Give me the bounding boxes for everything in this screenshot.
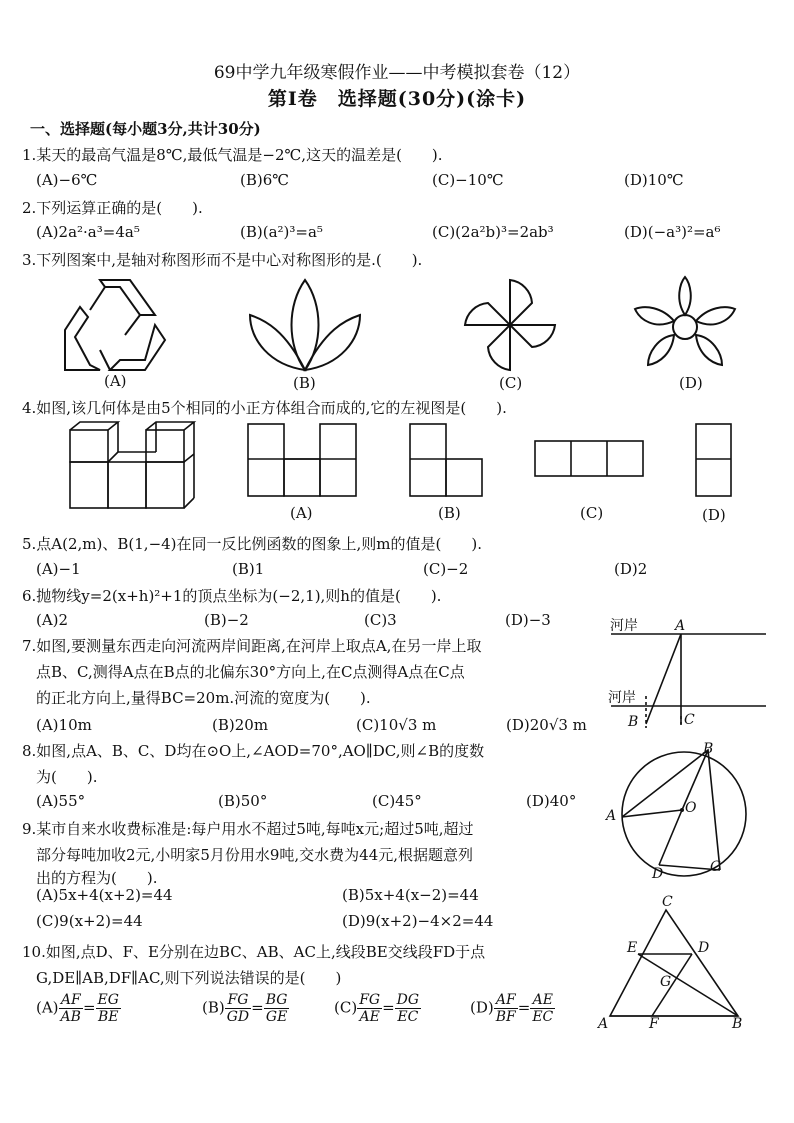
q10-label-f: F — [649, 1016, 659, 1032]
q5-option-b: (B)1 — [232, 560, 265, 578]
q10-label-d: D — [698, 940, 710, 956]
q7-line-1: 7.如图,要测量东西走向河流两岸间距离,在河岸上取点A,在另一岸上取 — [22, 637, 482, 655]
q3-figure-b-lotus-icon — [245, 275, 365, 375]
q8-option-b: (B)50° — [218, 792, 268, 810]
q8-option-d: (D)40° — [526, 792, 577, 810]
q1-option-c: (C)−10℃ — [432, 171, 504, 189]
q1-option-b: (B)6℃ — [240, 171, 290, 189]
q2-option-a: (A)2a²·a³=4a⁵ — [36, 223, 140, 241]
q7-label-bank-bottom: 河岸 — [608, 690, 636, 706]
q10-label-b: B — [732, 1016, 743, 1032]
q4-solid-figure — [68, 420, 198, 512]
q10-label-c: C — [662, 894, 673, 910]
q3-label-c: (C) — [499, 374, 523, 392]
q8-line-2: 为( ). — [36, 768, 98, 786]
q2-stem: 2.下列运算正确的是( ). — [22, 199, 203, 217]
q7-line-3: 的正北方向上,量得BC=20m.河流的宽度为( ). — [36, 689, 371, 707]
q10-option-b: (B) $\frac{FG}{GD}$ = $\frac{BG}{GE}$ — [202, 992, 288, 1025]
q6-option-b: (B)−2 — [204, 611, 249, 629]
q3-figure-d-flower-icon — [630, 275, 740, 375]
q7-label-b: B — [628, 714, 639, 730]
q9-option-d: (D)9(x+2)−4×2=44 — [342, 912, 494, 930]
q4-view-d — [695, 423, 733, 498]
q9-line-1: 9.某市自来水收费标准是:每户用水不超过5吨,每吨x元;超过5吨,超过 — [22, 820, 474, 838]
q2-option-d: (D)(−a³)²=a⁶ — [624, 223, 721, 241]
q1-option-d: (D)10℃ — [624, 171, 684, 189]
q4-view-a — [247, 423, 359, 498]
q8-label-o: O — [685, 800, 697, 816]
q7-label-c: C — [684, 712, 695, 728]
q5-option-c: (C)−2 — [423, 560, 469, 578]
q10-option-d: (D) $\frac{AF}{BF}$ = $\frac{AE}{EC}$ — [470, 992, 554, 1025]
q8-label-a: A — [606, 808, 617, 824]
q10-option-a: (A) $\frac{AF}{AB}$ = $\frac{EG}{BE}$ — [36, 992, 119, 1025]
q6-stem: 6.抛物线y=2(x+h)²+1的顶点坐标为(−2,1),则h的值是( ). — [22, 587, 442, 605]
q3-stem: 3.下列图案中,是轴对称图形而不是中心对称图形的是.( ). — [22, 251, 423, 269]
q7-option-c: (C)10√3 m — [356, 716, 437, 734]
q5-option-a: (A)−1 — [36, 560, 81, 578]
q9-option-c: (C)9(x+2)=44 — [36, 912, 143, 930]
q8-label-b: B — [703, 741, 714, 757]
q3-label-b: (B) — [293, 374, 316, 392]
q10-line-1: 10.如图,点D、F、E分别在边BC、AB、AC上,线段BE交线段FD于点 — [22, 943, 486, 961]
q7-label-bank-top: 河岸 — [610, 618, 638, 634]
q4-label-c: (C) — [580, 504, 604, 522]
q4-view-c — [534, 440, 644, 478]
q10-label-e: E — [627, 940, 638, 956]
q7-line-2: 点B、C,测得A点在B点的北偏东30°方向上,在C点测得A点在C点 — [36, 663, 465, 681]
q5-stem: 5.点A(2,m)、B(1,−4)在同一反比例函数的图象上,则m的值是( ). — [22, 535, 482, 553]
q2-option-b: (B)(a²)³=a⁵ — [240, 223, 323, 241]
q6-option-d: (D)−3 — [505, 611, 551, 629]
q9-option-b: (B)5x+4(x−2)=44 — [342, 886, 479, 904]
q8-label-d: D — [652, 866, 664, 882]
q3-label-a: (A) — [104, 372, 127, 390]
q1-stem: 1.某天的最高气温是8℃,最低气温是−2℃,这天的温差是( ). — [22, 146, 443, 164]
q4-label-b: (B) — [438, 504, 461, 522]
q10-triangle-figure — [604, 904, 744, 1022]
q9-line-3: 出的方程为( ). — [36, 869, 158, 887]
q7-option-d: (D)20√3 m — [506, 716, 587, 734]
q10-label-g: G — [660, 974, 672, 990]
section-heading: 一、选择题(每小题3分,共计30分) — [30, 120, 261, 138]
page-subtitle: 第Ⅰ卷 选择题(30分)(涂卡) — [267, 88, 527, 110]
q7-option-a: (A)10m — [36, 716, 92, 734]
q6-option-a: (A)2 — [36, 611, 69, 629]
q8-option-c: (C)45° — [372, 792, 422, 810]
q4-stem: 4.如图,该几何体是由5个相同的小正方体组合而成的,它的左视图是( ). — [22, 399, 507, 417]
q9-line-2: 部分每吨加收2元,小明家5月份用水9吨,交水费为44元,根据题意列 — [36, 846, 474, 864]
q4-label-d: (D) — [702, 506, 726, 524]
q10-line-2: G,DE∥AB,DF∥AC,则下列说法错误的是( ) — [36, 969, 342, 987]
q4-view-b — [409, 423, 485, 498]
q10-option-c: (C) $\frac{FG}{AE}$ = $\frac{DG}{EC}$ — [334, 992, 420, 1025]
q9-option-a: (A)5x+4(x+2)=44 — [36, 886, 173, 904]
q3-figure-a-recycle-icon — [60, 275, 170, 375]
q4-label-a: (A) — [290, 504, 313, 522]
q1-option-a: (A)−6℃ — [36, 171, 98, 189]
q6-option-c: (C)3 — [364, 611, 397, 629]
q8-label-c: C — [710, 859, 721, 875]
q5-option-d: (D)2 — [614, 560, 648, 578]
q3-label-d: (D) — [679, 374, 703, 392]
q7-option-b: (B)20m — [212, 716, 269, 734]
page-title: 69中学九年级寒假作业——中考模拟套卷（12） — [213, 63, 581, 83]
q2-option-c: (C)(2a²b)³=2ab³ — [432, 223, 554, 241]
q8-option-a: (A)55° — [36, 792, 86, 810]
q10-label-a: A — [598, 1016, 609, 1032]
q3-figure-c-pinwheel-icon — [460, 275, 560, 375]
q7-label-a: A — [675, 618, 686, 634]
q8-line-1: 8.如图,点A、B、C、D均在⊙O上,∠AOD=70°,AO∥DC,则∠B的度数 — [22, 742, 485, 760]
